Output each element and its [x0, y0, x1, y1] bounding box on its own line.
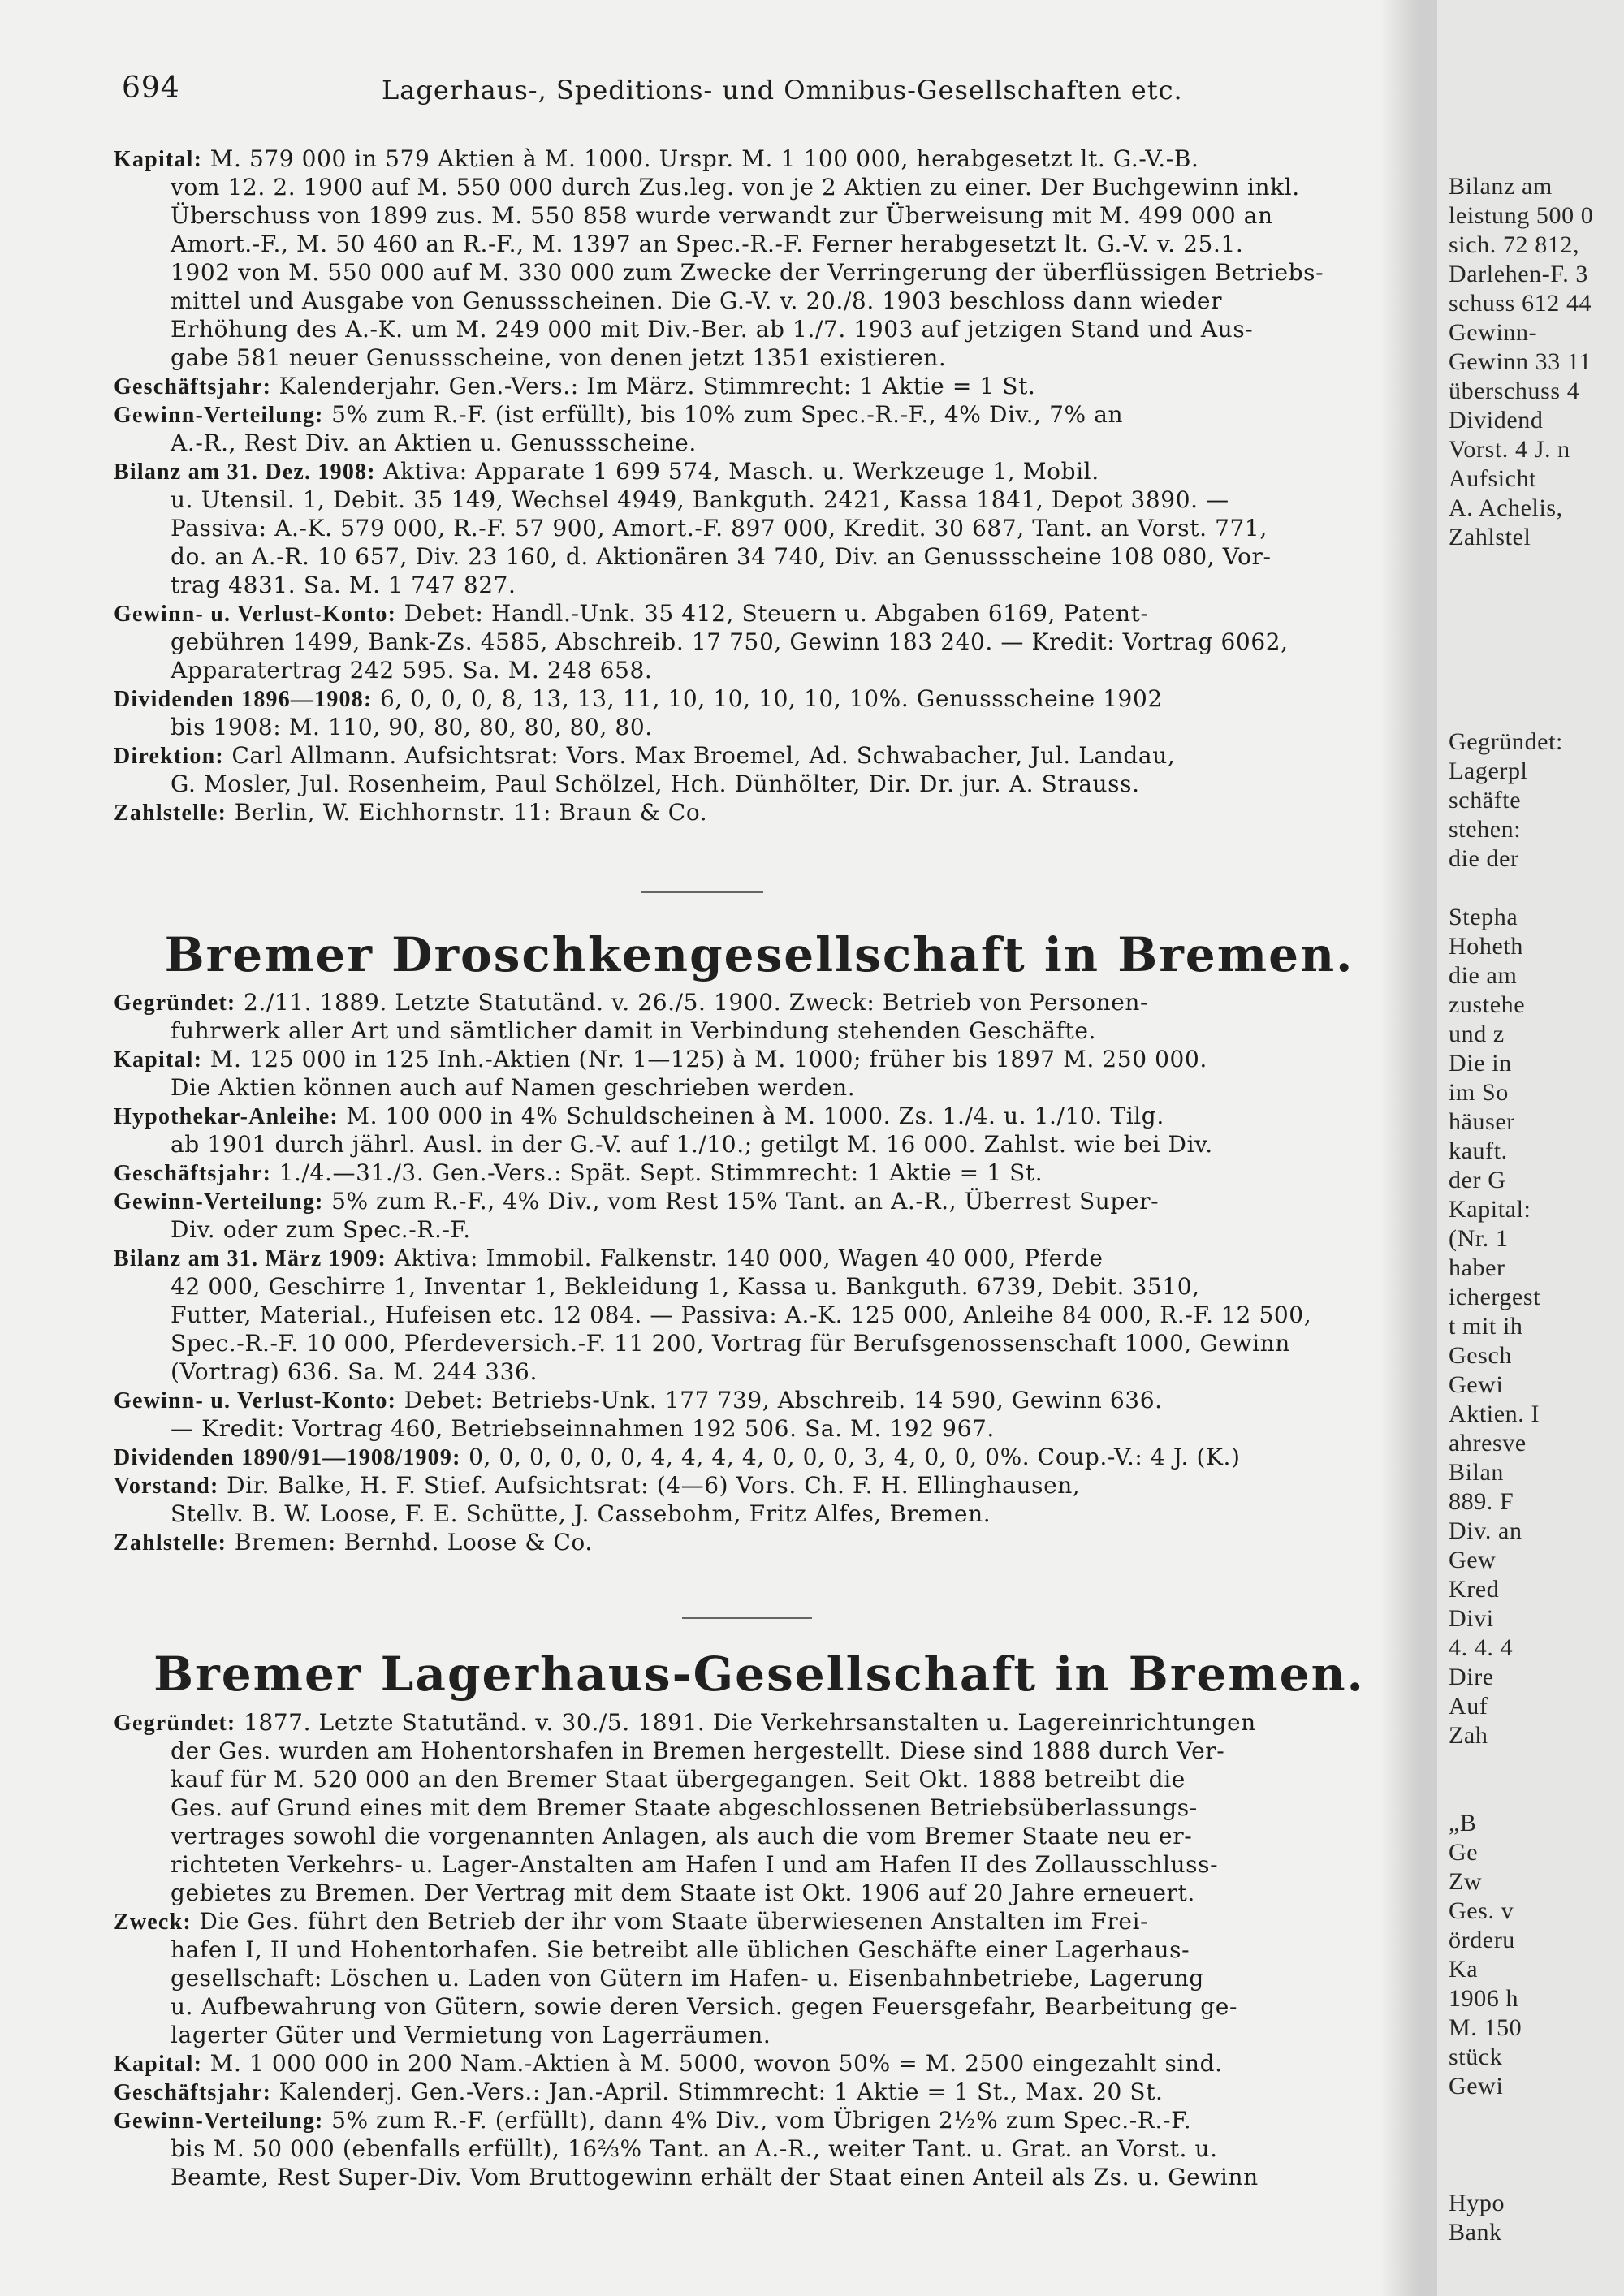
entry-label: Bilanz am 31. Dez. 1908:	[114, 460, 376, 485]
entry-text: 5% zum R.-F. (ist erfüllt), bis 10% zum Spec.-R.-F., 4% Div., 7% an	[323, 401, 1124, 428]
entry-label: Gegründet:	[114, 1711, 236, 1736]
adjacent-page-line: Gewinn-	[1449, 319, 1538, 346]
entry-text: 1877. Letzte Statutänd. v. 30./5. 1891. Die Verkehrsanstalten u. Lagereinrichtungen	[235, 1709, 1256, 1736]
entry-line-labeled	[114, 1907, 1405, 1936]
adjacent-page-line: Gewi	[1449, 1371, 1504, 1398]
gutter-shadow	[1380, 0, 1419, 2296]
entry-text: 6, 0, 0, 0, 8, 13, 13, 11, 10, 10, 10, 10, 10%. Genussscheine 1902	[372, 685, 1163, 712]
adjacent-page-line: Gegründet:	[1449, 728, 1563, 755]
entry-text: 1./4.—31./3. Gen.-Vers.: Spät. Sept. Stimmrecht: 1 Aktie = 1 St.	[271, 1159, 1043, 1186]
entry-text: Ges. auf Grund eines mit dem Bremer Staate abgeschlossenen Betriebsüberlassungs-	[171, 1794, 1198, 1821]
entry-line	[114, 1357, 1405, 1386]
adjacent-page-line: 4. 4. 4	[1449, 1634, 1514, 1661]
entry-text: (Vortrag) 636. Sa. M. 244 336.	[171, 1358, 538, 1385]
entry-text: richteten Verkehrs- u. Lager-Anstalten am Hafen I und am Hafen II des Zollausschluss-	[171, 1851, 1219, 1878]
adjacent-page-line: (Nr. 1	[1449, 1225, 1509, 1252]
adjacent-page-line: der G	[1449, 1167, 1506, 1193]
entry-line-labeled	[114, 599, 1405, 628]
adjacent-page-line: Gesch	[1449, 1342, 1512, 1369]
adjacent-page-line: Vorst. 4 J. n	[1449, 436, 1570, 463]
adjacent-page-line: örderu	[1449, 1927, 1515, 1953]
entry-label: Kapital:	[114, 2052, 203, 2077]
adjacent-page-line: Zahlstel	[1449, 524, 1531, 550]
entry-text: bis M. 50 000 (ebenfalls erfüllt), 16⅔% Tant. an A.-R., weiter Tant. u. Grat. an Vorst. u.	[171, 2135, 1218, 2162]
entry-text: Die Aktien können auch auf Namen geschrieben werden.	[171, 1074, 856, 1101]
adjacent-page-line	[1437, 2160, 1624, 2189]
adjacent-page-line: sich. 72 812,	[1449, 231, 1580, 258]
entry-label: Vorstand:	[114, 1474, 219, 1499]
adjacent-page-line: 889. F	[1449, 1488, 1514, 1515]
adjacent-page-line: Zw	[1449, 1868, 1483, 1895]
adjacent-page-line: Dire	[1449, 1664, 1494, 1690]
entry-line-labeled	[114, 2078, 1405, 2106]
adjacent-page-line: Kapital:	[1449, 1196, 1531, 1223]
entry-line-labeled	[114, 457, 1405, 486]
entry-text: trag 4831. Sa. M. 1 747 827.	[171, 572, 516, 598]
adjacent-page-line: und z	[1449, 1021, 1505, 1047]
adjacent-page-line: Auf	[1449, 1693, 1488, 1720]
entry-text: 2./11. 1889. Letzte Statutänd. v. 26./5. 1900. Zweck: Betrieb von Personen-	[235, 989, 1149, 1016]
entry-text: 0, 0, 0, 0, 0, 0, 4, 4, 4, 4, 0, 0, 0, 3, 4, 0, 0, 0%. Coup.-V.: 4 J. (K.)	[460, 1444, 1241, 1470]
entry-line	[114, 258, 1405, 287]
adjacent-page-line	[1437, 1750, 1624, 1780]
adjacent-page-line: Gew	[1449, 1547, 1497, 1573]
entry-line-labeled	[114, 741, 1405, 770]
entry-text: Die Ges. führt den Betrieb der ihr vom Staate überwiesenen Anstalten im Frei-	[191, 1908, 1149, 1935]
entry-text: M. 125 000 in 125 Inh.-Aktien (Nr. 1—125) à M. 1000; früher bis 1897 M. 250 000.	[202, 1046, 1207, 1072]
adjacent-page-line	[1437, 669, 1624, 698]
entry-line	[114, 1016, 1405, 1045]
entry-line-labeled	[114, 1443, 1405, 1471]
entry-line	[114, 628, 1405, 656]
entry-label: Dividenden 1896—1908:	[114, 687, 373, 712]
entry-line	[114, 230, 1405, 258]
entry-text: 5% zum R.-F., 4% Div., vom Rest 15% Tant. an A.-R., Überrest Super-	[323, 1188, 1160, 1215]
entry-text: Spec.-R.-F. 10 000, Pferdeversich.-F. 11 200, Vortrag für Berufsgenossenschaft 1000, Gewinn	[171, 1330, 1290, 1357]
entry-label: Zweck:	[114, 1910, 192, 1935]
entry-text: Passiva: A.-K. 579 000, R.-F. 57 900, Amort.-F. 897 000, Kredit. 30 687, Tant. an Vorst. 771,	[171, 515, 1268, 542]
entry-label: Direktion:	[114, 744, 224, 769]
droschken-company-entry	[114, 988, 1405, 1556]
entry-text: Dir. Balke, H. F. Stief. Aufsichtsrat: (4—6) Vors. Ch. F. H. Ellinghausen,	[218, 1472, 1081, 1499]
entry-label: Geschäftsjahr:	[114, 2080, 272, 2105]
entry-line	[114, 1964, 1405, 1992]
entry-line	[114, 713, 1405, 741]
adjacent-page-line: häuser	[1449, 1108, 1515, 1135]
entry-text: gesellschaft: Löschen u. Laden von Gütern im Hafen- u. Eisenbahnbetriebe, Lagerung	[171, 1965, 1204, 1992]
adjacent-page-line: Hypo	[1449, 2190, 1505, 2216]
adjacent-page-line: Ges. v	[1449, 1897, 1514, 1924]
entry-text: M. 579 000 in 579 Aktien à M. 1000. Urspr. M. 1 100 000, herabgesetzt lt. G.-V.-B.	[202, 145, 1199, 172]
entry-text: M. 100 000 in 4% Schuldscheinen à M. 1000. Zs. 1./4. u. 1./10. Tilg.	[338, 1103, 1164, 1129]
entry-label: Bilanz am 31. März 1909:	[114, 1246, 387, 1271]
entry-label: Gewinn- u. Verlust-Konto:	[114, 602, 397, 627]
entry-line	[114, 2134, 1405, 2163]
entry-text: 5% zum R.-F. (erfüllt), dann 4% Div., vom Übrigen 2½% zum Spec.-R.-F.	[323, 2107, 1192, 2134]
entry-text: Debet: Handl.-Unk. 35 412, Steuern u. Abgaben 6169, Patent-	[396, 600, 1149, 627]
adjacent-page-line: schäfte	[1449, 787, 1522, 814]
entry-text: Aktiva: Immobil. Falkenstr. 140 000, Wagen 40 000, Pferde	[386, 1245, 1104, 1271]
adjacent-page-line: überschuss 4	[1449, 378, 1580, 404]
adjacent-page-line: Div. an	[1449, 1517, 1522, 1544]
adjacent-page-line: Aktien. I	[1449, 1400, 1540, 1427]
entry-line	[114, 1329, 1405, 1357]
entry-text: bis 1908: M. 110, 90, 80, 80, 80, 80, 80.	[171, 714, 653, 740]
entry-line	[114, 1793, 1405, 1822]
adjacent-page-line: Stepha	[1449, 904, 1518, 930]
adjacent-page-fragment	[1419, 0, 1624, 2296]
entry-line	[114, 1737, 1405, 1765]
entry-text: kauf für M. 520 000 an den Bremer Staat übergegangen. Seit Okt. 1888 betreibt die	[171, 1766, 1186, 1793]
adjacent-page-line: Die in	[1449, 1050, 1512, 1077]
adjacent-page-line: Bilanz am	[1449, 173, 1553, 200]
entry-line	[114, 1936, 1405, 1964]
entry-text: gabe 581 neuer Genussscheine, von denen jetzt 1351 existieren.	[171, 344, 947, 371]
adjacent-page-line: Hoheth	[1449, 933, 1523, 960]
entry-line	[114, 571, 1405, 599]
entry-label: Gewinn-Verteilung:	[114, 403, 324, 428]
entry-text: A.-R., Rest Div. an Aktien u. Genussscheine.	[171, 429, 697, 456]
entry-text: Apparatertrag 242 595. Sa. M. 248 658.	[171, 657, 653, 684]
entry-text: Futter, Material., Hufeisen etc. 12 084. — Passiva: A.-K. 125 000, Anleihe 84 000, R.-F. 12 500,	[171, 1301, 1312, 1328]
entry-text: gebietes zu Bremen. Der Vertrag mit dem Staate ist Okt. 1906 auf 20 Jahre erneuert.	[171, 1880, 1195, 1906]
entry-text: — Kredit: Vortrag 460, Betriebseinnahmen 192 506. Sa. M. 192 967.	[171, 1415, 995, 1442]
entry-text: Carl Allmann. Aufsichtsrat: Vors. Max Broemel, Ad. Schwabacher, Jul. Landau,	[223, 742, 1176, 769]
adjacent-page-line: im So	[1449, 1079, 1509, 1106]
entry-line	[114, 542, 1405, 571]
entry-text: Aktiva: Apparate 1 699 574, Masch. u. Werkzeuge 1, Mobil.	[375, 458, 1099, 485]
entry-text: M. 1 000 000 in 200 Nam.-Aktien à M. 5000, wovon 50% = M. 2500 eingezahlt sind.	[202, 2050, 1223, 2077]
adjacent-page-line: die der	[1449, 845, 1519, 872]
entry-line	[114, 1301, 1405, 1329]
entry-text: ab 1901 durch jährl. Ausl. in der G.-V. auf 1./10.; getilgt M. 16 000. Zahlst. wie bei Div.	[171, 1131, 1213, 1158]
entry-line	[114, 1215, 1405, 1244]
entry-line-labeled	[114, 1386, 1405, 1414]
entry-line-labeled	[114, 1708, 1405, 1737]
adjacent-page-line	[1437, 581, 1624, 611]
adjacent-page-line: schuss 612 44	[1449, 290, 1592, 317]
adjacent-page-line	[1437, 552, 1624, 581]
entry-line-labeled	[114, 1102, 1405, 1130]
entry-line	[114, 1500, 1405, 1528]
entry-text: lagerter Güter und Vermietung von Lagerräumen.	[171, 2022, 771, 2048]
entry-line	[114, 656, 1405, 684]
adjacent-page-line: Lagerpl	[1449, 757, 1528, 784]
entry-line	[114, 1822, 1405, 1850]
entry-text: hafen I, II und Hohentorhafen. Sie betreibt alle üblichen Geschäfte einer Lagerhaus-	[171, 1936, 1190, 1963]
adjacent-page-line	[1437, 874, 1624, 903]
entry-text: u. Utensil. 1, Debit. 35 149, Wechsel 4949, Bankguth. 2421, Kassa 1841, Depot 3890. —	[171, 486, 1229, 513]
adjacent-page-line: „B	[1449, 1810, 1477, 1836]
adjacent-page-line: ahresve	[1449, 1430, 1527, 1457]
adjacent-page-line: Ge	[1449, 1839, 1479, 1866]
adjacent-page-text	[1437, 0, 1624, 2247]
entry-text: Kalenderj. Gen.-Vers.: Jan.-April. Stimmrecht: 1 Aktie = 1 St., Max. 20 St.	[271, 2078, 1164, 2105]
lagerhaus-company-entry	[114, 1708, 1405, 2191]
entry-line	[114, 173, 1405, 201]
entry-line	[114, 2021, 1405, 2049]
entry-line	[114, 315, 1405, 343]
entry-line-labeled	[114, 1187, 1405, 1215]
entry-line	[114, 2163, 1405, 2191]
entry-line	[114, 1765, 1405, 1793]
entry-text: Überschuss von 1899 zus. M. 550 858 wurde verwandt zur Überweisung mit M. 499 000 an	[171, 202, 1273, 229]
adjacent-page-line: A. Achelis,	[1449, 494, 1563, 521]
adjacent-page-line: Gewi	[1449, 2073, 1504, 2100]
adjacent-page-line: Ka	[1449, 1956, 1479, 1983]
entry-label: Gewinn-Verteilung:	[114, 1189, 324, 1215]
running-head	[122, 71, 1389, 120]
entry-line	[114, 486, 1405, 514]
entry-label: Gegründet:	[114, 990, 236, 1016]
adjacent-page-line	[1437, 1780, 1624, 1809]
entry-text: Berlin, W. Eichhornstr. 11: Braun & Co.	[227, 799, 708, 826]
entry-label: Kapital:	[114, 147, 203, 172]
adjacent-page-line: 1906 h	[1449, 1985, 1519, 2012]
entry-text: 42 000, Geschirre 1, Inventar 1, Bekleidung 1, Kassa u. Bankguth. 6739, Debit. 3510,	[171, 1273, 1200, 1300]
entry-line	[114, 1130, 1405, 1159]
section-divider	[682, 1617, 812, 1619]
adjacent-page-line: haber	[1449, 1254, 1505, 1281]
adjacent-page-line: Darlehen-F. 3	[1449, 261, 1589, 287]
entry-line-labeled	[114, 684, 1405, 713]
entry-text: Erhöhung des A.-K. um M. 249 000 mit Div.-Ber. ab 1./7. 1903 auf jetzigen Stand und Aus-	[171, 316, 1254, 343]
entry-line	[114, 429, 1405, 457]
entry-label: Zahlstelle:	[114, 1530, 227, 1556]
entry-line	[114, 343, 1405, 372]
entry-line	[114, 1414, 1405, 1443]
adjacent-page-line: Divi	[1449, 1605, 1494, 1632]
entry-label: Gewinn- u. Verlust-Konto:	[114, 1388, 397, 1413]
entry-text: vom 12. 2. 1900 auf M. 550 000 durch Zus.leg. von je 2 Aktien zu einer. Der Buchgewinn inkl.	[171, 174, 1300, 201]
adjacent-page-line: stück	[1449, 2044, 1503, 2070]
entry-text: Amort.-F., M. 50 460 an R.-F., M. 1397 an Spec.-R.-F. Ferner herabgesetzt lt. G.-V. v. 25.1.	[171, 231, 1244, 257]
entry-line-labeled	[114, 1045, 1405, 1073]
entry-text: gebühren 1499, Bank-Zs. 4585, Abschreib. 17 750, Gewinn 183 240. — Kredit: Vortrag 6062,	[171, 628, 1289, 655]
adjacent-page-line: Aufsicht	[1449, 465, 1537, 492]
adjacent-page-line: Bilan	[1449, 1459, 1504, 1486]
adjacent-page-line: leistung 500 0	[1449, 202, 1594, 229]
allmann-company-entry	[114, 145, 1405, 826]
entry-text: Kalenderjahr. Gen.-Vers.: Im März. Stimmrecht: 1 Aktie = 1 St.	[271, 373, 1036, 399]
entry-label: Dividenden 1890/91—1908/1909:	[114, 1445, 461, 1470]
adjacent-page-line: Bank	[1449, 2219, 1502, 2246]
entry-label: Kapital:	[114, 1047, 203, 1072]
entry-line	[114, 287, 1405, 315]
entry-text: G. Mosler, Jul. Rosenheim, Paul Schölzel, Hch. Dünhölter, Dir. Dr. jur. A. Strauss.	[171, 770, 1140, 797]
adjacent-page-line: Kred	[1449, 1576, 1500, 1603]
adjacent-page-line	[1437, 2130, 1624, 2160]
entry-label: Zahlstelle:	[114, 801, 227, 826]
entry-text: u. Aufbewahrung von Gütern, sowie deren Versich. gegen Feuersgefahr, Bearbeitung ge-	[171, 1993, 1238, 2020]
entry-label: Geschäftsjahr:	[114, 374, 272, 399]
page-number: 694	[122, 71, 180, 105]
entry-line-labeled	[114, 1159, 1405, 1187]
adjacent-page-line: zustehe	[1449, 991, 1526, 1018]
entry-line-labeled	[114, 1471, 1405, 1500]
entry-text: mittel und Ausgabe von Genussscheinen. Die G.-V. v. 20./8. 1903 beschloss dann wieder	[171, 287, 1223, 314]
entry-label: Gewinn-Verteilung:	[114, 2108, 324, 2134]
adjacent-page-line	[1437, 698, 1624, 727]
adjacent-page-line: M. 150	[1449, 2014, 1522, 2041]
entry-line	[114, 770, 1405, 798]
entry-text: Debet: Betriebs-Unk. 177 739, Abschreib. 14 590, Gewinn 636.	[396, 1387, 1163, 1413]
entry-text: der Ges. wurden am Hohentorshafen in Bremen hergestellt. Diese sind 1888 durch Ver-	[171, 1737, 1225, 1764]
entry-line-labeled	[114, 1244, 1405, 1272]
entry-text: Beamte, Rest Super-Div. Vom Bruttogewinn erhält der Staat einen Anteil als Zs. u. Gewinn	[171, 2164, 1259, 2190]
adjacent-page-line: Gewinn 33 11	[1449, 348, 1592, 375]
entry-text: 1902 von M. 550 000 auf M. 330 000 zum Zwecke der Verringerung der überflüssigen Betriebs-	[171, 259, 1324, 286]
entry-text: Div. oder zum Spec.-R.-F.	[171, 1216, 471, 1243]
adjacent-page-line: die am	[1449, 962, 1518, 989]
entry-label: Geschäftsjahr:	[114, 1161, 272, 1186]
entry-text: Stellv. B. W. Loose, F. E. Schütte, J. Cassebohm, Fritz Alfes, Bremen.	[171, 1500, 991, 1527]
entry-line-labeled	[114, 2049, 1405, 2078]
entry-text: vertrages sowohl die vorgenannten Anlagen, als auch die vom Bremer Staate neu er-	[171, 1823, 1193, 1849]
entry-line	[114, 201, 1405, 230]
adjacent-page-line	[1437, 640, 1624, 669]
adjacent-page-line: Dividend	[1449, 407, 1544, 434]
entry-line	[114, 1073, 1405, 1102]
entry-line	[114, 1272, 1405, 1301]
entry-line	[114, 1992, 1405, 2021]
entry-line-labeled	[114, 145, 1405, 173]
adjacent-page-line: ichergest	[1449, 1284, 1541, 1310]
adjacent-page-line: kauft.	[1449, 1137, 1508, 1164]
entry-line-labeled	[114, 988, 1405, 1016]
running-title: Lagerhaus-, Speditions- und Omnibus-Gesellschaften etc.	[382, 75, 1183, 106]
entry-line-labeled	[114, 2106, 1405, 2134]
entry-line	[114, 514, 1405, 542]
entry-line-labeled	[114, 798, 1405, 826]
adjacent-page-line: Zah	[1449, 1722, 1488, 1749]
adjacent-page-line: stehen:	[1449, 816, 1522, 843]
company-title-droschken: Bremer Droschkengesellschaft in Bremen.	[164, 927, 1354, 982]
entry-line-labeled	[114, 1528, 1405, 1556]
adjacent-page-line	[1437, 611, 1624, 640]
entry-line	[114, 1879, 1405, 1907]
entry-line-labeled	[114, 400, 1405, 429]
company-title-lagerhaus: Bremer Lagerhaus-Gesellschaft in Bremen.	[153, 1646, 1365, 1702]
entry-text: do. an A.-R. 10 657, Div. 23 160, d. Aktionären 34 740, Div. an Genussscheine 108 080, Vor-	[171, 543, 1272, 570]
entry-line	[114, 1850, 1405, 1879]
entry-text: Bremen: Bernhd. Loose & Co.	[227, 1529, 593, 1556]
entry-text: fuhrwerk aller Art und sämtlicher damit in Verbindung stehenden Geschäfte.	[171, 1017, 1097, 1044]
entry-line-labeled	[114, 372, 1405, 400]
adjacent-page-line: t mit ih	[1449, 1313, 1523, 1340]
adjacent-page-line	[1437, 2101, 1624, 2130]
entry-label: Hypothekar-Anleihe:	[114, 1104, 339, 1129]
section-divider	[641, 891, 763, 893]
